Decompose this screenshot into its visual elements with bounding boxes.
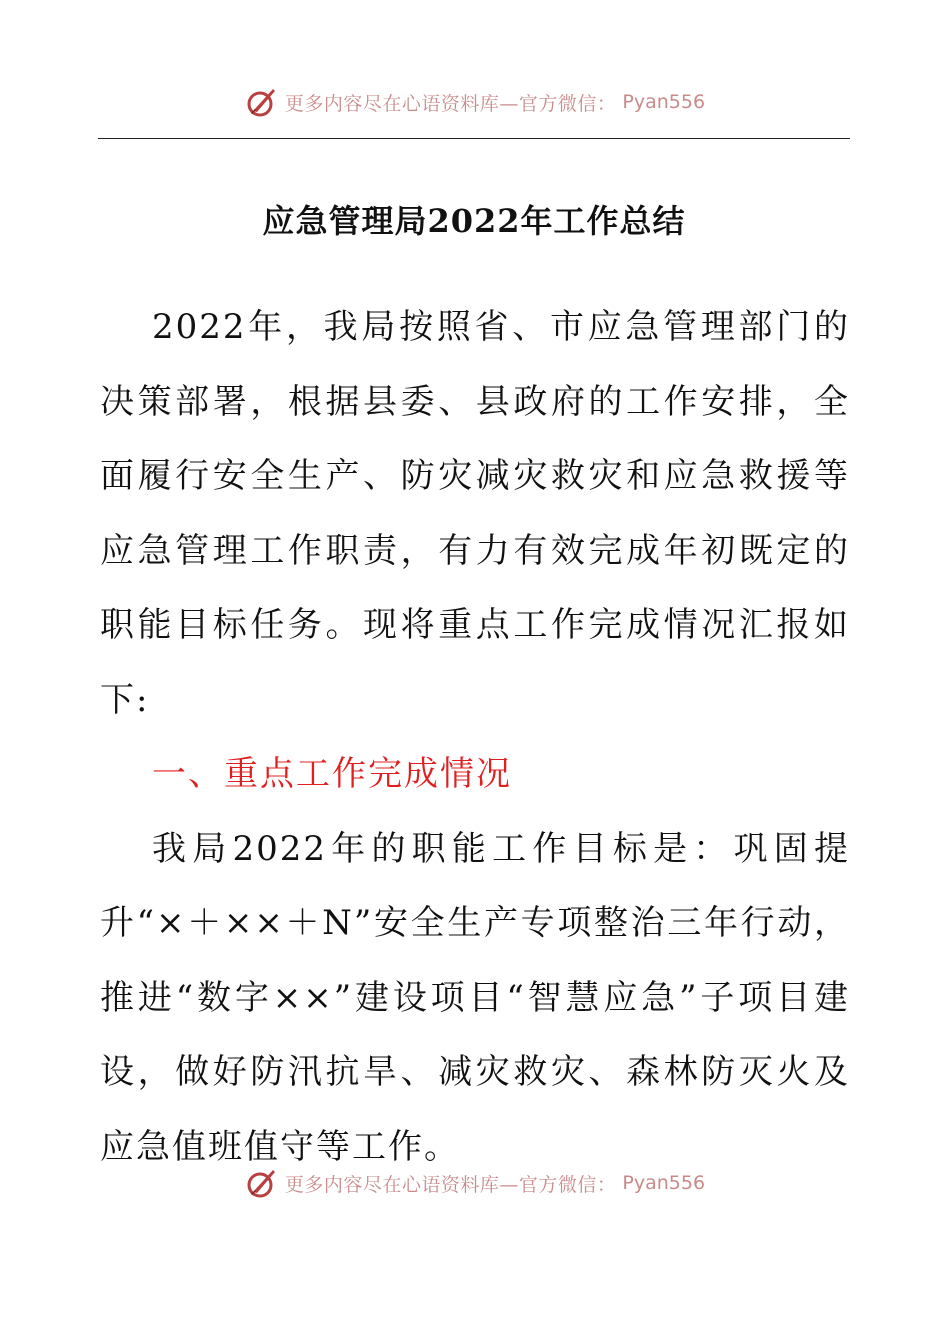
header-divider — [98, 138, 850, 139]
section-heading: 一、重点工作完成情况 — [152, 754, 512, 794]
watermark-wechat-id: Pyan556 — [622, 91, 706, 113]
footer-watermark — [0, 1163, 950, 1203]
document-title: 应急管理局2022年工作总结 — [262, 202, 686, 240]
goals-paragraph: 我局2022年的职能工作目标是：巩固提升“×＋××＋N”安全生产专项整治三年行动，推进“数字××”建设项目“智慧应急”子项目建设，做好防汛抗旱、减灾救灾、森林防灭火及应急值班值守等工作。 — [100, 828, 850, 1167]
watermark-wechat-id: Pyan556 — [622, 1172, 706, 1194]
document-body — [100, 290, 850, 1184]
watermark-text: 更多内容尽在心语资料库—官方微信： — [284, 92, 617, 115]
header-watermark — [0, 82, 950, 122]
watermark-text: 更多内容尽在心语资料库—官方微信： — [284, 1173, 617, 1196]
quill-logo-icon — [245, 1166, 279, 1200]
quill-logo-icon — [245, 85, 279, 119]
intro-paragraph: 2022年，我局按照省、市应急管理部门的决策部署，根据县委、县政府的工作安排，全面履行安全生产、防灾减灾救灾和应急救援等应急管理工作职责，有力有效完成年初既定的职能目标任务。现将重点工作完成情况汇报如下: — [100, 307, 850, 720]
